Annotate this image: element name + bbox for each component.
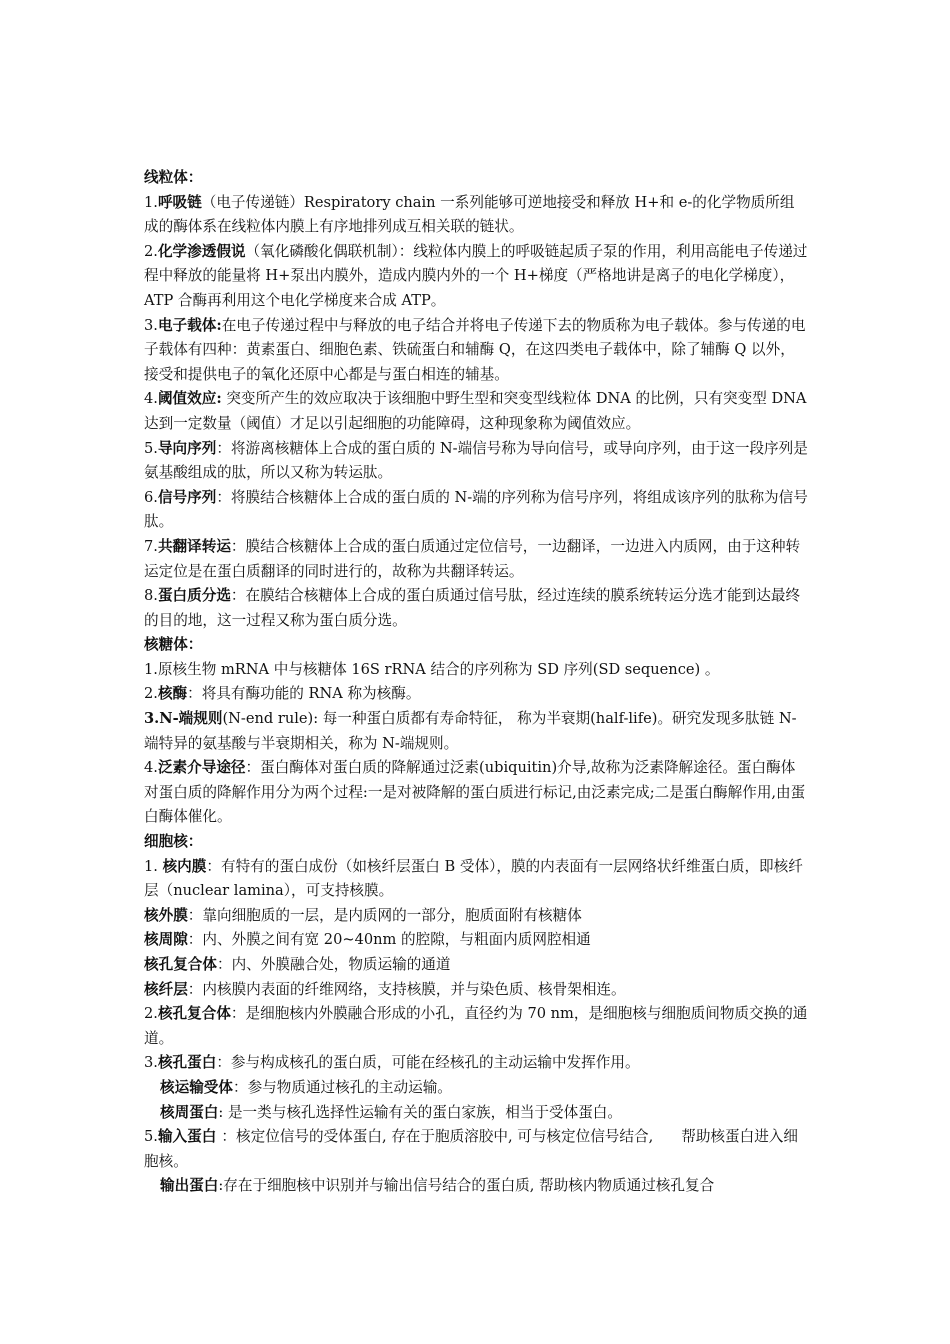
entry-text: ：内核膜内表面的纤维网络，支持核膜，并与染色质、核骨架相连。 xyxy=(187,980,626,998)
entry-nuclear-pore-complex xyxy=(144,1002,808,1051)
entry-cotranslational xyxy=(144,535,808,584)
entry-text: ：内、外膜之间有宽 20~40nm 的腔隙，与粗面内质网腔相通 xyxy=(187,931,591,949)
entry-ribozyme xyxy=(144,682,808,707)
section-title-nucleus: 细胞核： xyxy=(144,833,203,851)
entry-number: 2. xyxy=(144,242,158,260)
entry-ubiquitin-pathway xyxy=(144,756,808,830)
entry-exportin xyxy=(144,1174,808,1199)
entry-number: 3. xyxy=(144,1054,158,1072)
entry-term: 电子载体: xyxy=(157,316,222,334)
entry-text: （氧化磷酸化偶联机制）：线粒体内膜上的呼吸链起质子泵的作用，利用高能电子传递过程中释放的能量将 H+泵出内膜外，造成内膜内外的一个 H+梯度（严格地讲是离子的电化学梯度），ATP 合酶再利用这个电化学梯度来合成 ATP。 xyxy=(144,242,808,309)
entry-term: 核酶 xyxy=(157,685,188,703)
entry-number: 5. xyxy=(144,439,158,457)
entry-text: （电子传递链）Respiratory chain 一系列能够可逆地接受和释放 H+和 e-的化学物质所组成的酶体系在线粒体内膜上有序地排列成互相关联的链状。 xyxy=(144,193,795,236)
entry-text: ：蛋白酶体对蛋白质的降解通过泛素(ubiquitin)介导,故称为泛素降解途径。蛋白酶体对蛋白质的降解作用分为两个过程:一是对被降解的蛋白质进行标记,由泛素完成;二是蛋白酶解作用,由蛋白酶体催化。 xyxy=(144,759,806,826)
entry-text: ：核定位信号的受体蛋白, 存在于胞质溶胶中, 可与核定位信号结合, xyxy=(221,1128,654,1146)
entry-leader-sequence xyxy=(144,437,808,486)
entry-text: ：将具有酶功能的 RNA 称为核酶。 xyxy=(187,685,421,703)
entry-transport-receptor xyxy=(144,1076,808,1101)
entry-protein-sorting xyxy=(144,584,808,633)
entry-number: 2. xyxy=(144,685,158,703)
entry-number: 3. xyxy=(144,710,160,728)
entry-term: 阈值效应: xyxy=(157,390,222,408)
entry-term: 核孔复合体 xyxy=(157,1005,231,1023)
entry-term: 共翻译转运 xyxy=(157,537,231,555)
entry-signal-sequence xyxy=(144,486,808,535)
entry-term: 输入蛋白 xyxy=(157,1128,222,1146)
entry-karyopherin xyxy=(144,1101,808,1126)
entry-number: 7. xyxy=(144,537,158,555)
entry-text: ：有特有的蛋白成份（如核纤层蛋白 B 受体），膜的内表面有一层网络状纤维蛋白质，即核纤层（nuclear lamina），可支持核膜。 xyxy=(144,857,803,900)
document-body xyxy=(144,166,808,1199)
entry-text: :存在于细胞核中识别并与输出信号结合的蛋白质, 帮助核内物质通过核孔复合 xyxy=(218,1177,715,1195)
entry-importin xyxy=(144,1125,808,1174)
entry-term: 核周隙 xyxy=(144,931,188,949)
entry-respiratory-chain xyxy=(144,191,808,240)
entry-number: 3. xyxy=(144,316,158,334)
entry-number: 4. xyxy=(144,759,158,777)
entry-text: ：是细胞核内外膜融合形成的小孔，直径约为 70 nm，是细胞核与细胞质间物质交换的通道。 xyxy=(144,1005,808,1047)
entry-outer-membrane xyxy=(144,904,808,929)
entry-text: (N-end rule): 每一种蛋白质都有寿命特征， 称为半衰期(half-life)。研究发现多肽链 N-端特异的氨基酸与半衰期相关，称为 N-端规则。 xyxy=(144,710,797,752)
entry-term: 蛋白质分选 xyxy=(157,587,231,605)
entry-text: ：参与物质通过核孔的主动运输。 xyxy=(232,1078,452,1096)
entry-number: 1. xyxy=(144,660,158,678)
entry-number: 1. xyxy=(144,857,163,875)
entry-term: 核孔复合体 xyxy=(144,956,217,973)
section-title-mitochondria: 线粒体： xyxy=(144,169,203,186)
entry-number: 5. xyxy=(144,1128,158,1146)
entry-text: 原核生物 mRNA 中与核糖体 16S rRNA 结合的序列称为 SD 序列(SD sequence) 。 xyxy=(157,660,720,678)
entry-threshold-effect xyxy=(144,387,808,436)
entry-number: 6. xyxy=(144,488,158,506)
section-title-ribosome: 核糖体： xyxy=(144,636,203,654)
entry-nucleoporin xyxy=(144,1051,808,1076)
entry-text: ：将游离核糖体上合成的蛋白质的 N-端信号称为导向信号，或导向序列，由于这一段序列是氨基酸组成的肽，所以又称为转运肽。 xyxy=(144,439,808,482)
entry-term: 核孔蛋白 xyxy=(157,1054,217,1072)
entry-sd-sequence xyxy=(144,658,808,683)
entry-number: 4. xyxy=(144,390,158,408)
entry-text: ：膜结合核糖体上合成的蛋白质通过定位信号，一边翻译，一边进入内质网，由于这种转运定位是在蛋白质翻译的同时进行的，故称为共翻译转运。 xyxy=(144,537,801,580)
entry-text: 突变所产生的效应取决于该细胞中野生型和突变型线粒体 DNA 的比例，只有突变型 DNA 达到一定数量（阈值）才足以引起细胞的功能障碍，这种现象称为阈值效应。 xyxy=(144,390,807,432)
entry-number: 2. xyxy=(144,1005,158,1023)
entry-number: 1. xyxy=(144,193,158,211)
entry-npc-short xyxy=(144,953,808,978)
entry-term: 泛素介导途径 xyxy=(157,759,246,777)
entry-term: 化学渗透假说 xyxy=(157,242,246,260)
entry-inner-membrane xyxy=(144,855,808,904)
entry-text: 帮助核蛋白进入细胞核。 xyxy=(144,1128,798,1170)
entry-term: 呼吸链 xyxy=(157,193,202,211)
entry-perinuclear-space xyxy=(144,928,808,953)
entry-text: 在电子传递过程中与释放的电子结合并将电子传递下去的物质称为电子载体。参与传递的电子载体有四种：黄素蛋白、细胞色素、铁硫蛋白和辅酶 Q，在这四类电子载体中，除了辅酶 Q 以外，接受和提供电子的氧化还原中心都是与蛋白相连的辅基。 xyxy=(144,316,806,383)
entry-text: ：靠向细胞质的一层，是内质网的一部分，胞质面附有核糖体 xyxy=(187,906,582,924)
entry-nuclear-lamina xyxy=(144,978,808,1003)
entry-term: 核外膜 xyxy=(144,906,188,924)
entry-number: 8. xyxy=(144,587,158,605)
entry-term: 核运输受体 xyxy=(160,1078,233,1096)
entry-text: ：将膜结合核糖体上合成的蛋白质的 N-端的序列称为信号序列，将组成该序列的肽称为信号肽。 xyxy=(144,488,808,531)
entry-electron-carrier xyxy=(144,314,808,388)
entry-term: 核纤层 xyxy=(144,980,188,998)
entry-term: 核周蛋白 xyxy=(160,1103,219,1121)
entry-term: 核内膜 xyxy=(162,857,207,875)
entry-text: ：内、外膜融合处，物质运输的通道 xyxy=(216,956,451,973)
entry-term: 输出蛋白 xyxy=(160,1177,219,1195)
entry-term: 导向序列 xyxy=(157,439,217,457)
entry-text: ：参与构成核孔的蛋白质，可能在经核孔的主动运输中发挥作用。 xyxy=(216,1054,640,1072)
entry-text: : 是一类与核孔选择性运输有关的蛋白家族，相当于受体蛋白。 xyxy=(218,1103,622,1121)
entry-n-end-rule xyxy=(144,707,808,756)
entry-term: N-端规则 xyxy=(159,710,223,728)
entry-chemiosmotic xyxy=(144,240,808,314)
entry-text: ：在膜结合核糖体上合成的蛋白质通过信号肽，经过连续的膜系统转运分选才能到达最终的目的地，这一过程又称为蛋白质分选。 xyxy=(144,587,801,629)
entry-term: 信号序列 xyxy=(157,488,217,506)
